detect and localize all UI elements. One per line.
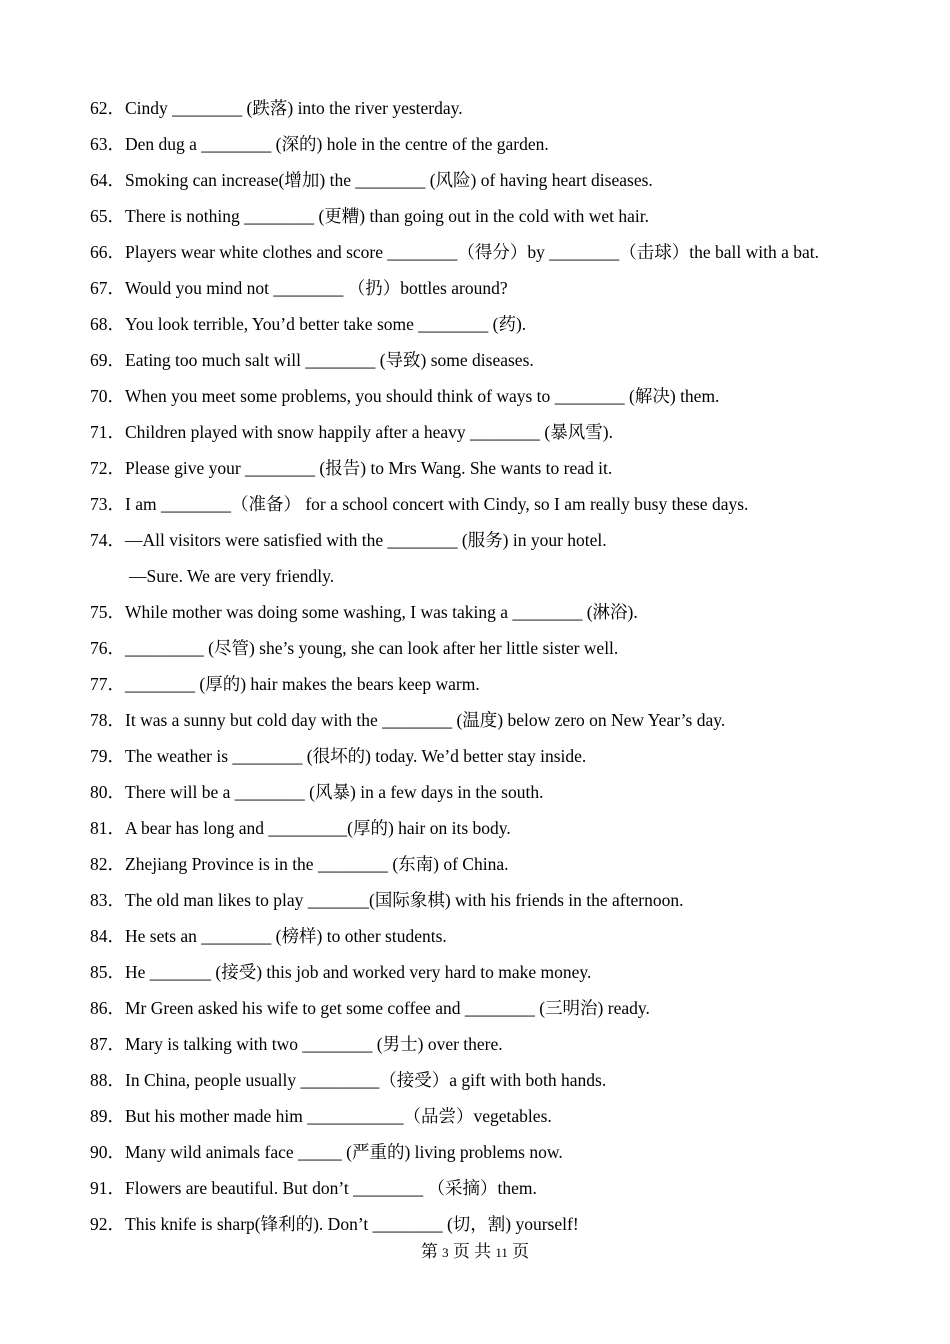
question-text: You look terrible, You’d better take some ________ (药).	[125, 314, 527, 334]
question-item	[90, 456, 890, 492]
question-list	[90, 96, 890, 1248]
question-item	[90, 1032, 890, 1068]
question-number: 80．	[90, 782, 125, 802]
question-text: Cindy ________ (跌落) into the river yesterday.	[125, 98, 463, 118]
question-item	[90, 1104, 890, 1140]
question-number: 90．	[90, 1142, 125, 1162]
question-item	[90, 492, 890, 528]
question-number: 92．	[90, 1214, 125, 1234]
question-text: He _______ (接受) this job and worked very hard to make money.	[125, 962, 592, 982]
question-number: 76．	[90, 638, 125, 658]
question-item	[90, 96, 890, 132]
question-number: 73．	[90, 494, 125, 514]
question-number: 74．	[90, 530, 125, 550]
question-item	[90, 348, 890, 384]
question-item	[90, 168, 890, 204]
question-text: Many wild animals face _____ (严重的) living problems now.	[125, 1142, 563, 1162]
question-number: 72．	[90, 458, 125, 478]
question-number: 87．	[90, 1034, 125, 1054]
question-text: Eating too much salt will ________ (导致) some diseases.	[125, 350, 534, 370]
question-item	[90, 276, 890, 312]
question-number: 70．	[90, 386, 125, 406]
question-text: Mr Green asked his wife to get some coffee and ________ (三明治) ready.	[125, 998, 650, 1018]
question-number: 81．	[90, 818, 125, 838]
question-item	[90, 708, 890, 744]
footer-page-number: 3	[442, 1245, 449, 1260]
question-number: 79．	[90, 746, 125, 766]
question-item	[90, 600, 890, 636]
question-item	[90, 816, 890, 852]
question-number: 89．	[90, 1106, 125, 1126]
question-number: 86．	[90, 998, 125, 1018]
question-text: I am ________（准备） for a school concert with Cindy, so I am really busy these days.	[125, 494, 749, 514]
question-text: Children played with snow happily after a heavy ________ (暴风雪).	[125, 422, 613, 442]
footer-middle: 页 共	[452, 1242, 492, 1261]
question-number: 88．	[90, 1070, 125, 1090]
question-text: Den dug a ________ (深的) hole in the centre of the garden.	[125, 134, 549, 154]
question-number: 85．	[90, 962, 125, 982]
question-text: The old man likes to play _______(国际象棋) with his friends in the afternoon.	[125, 890, 684, 910]
question-number: 64．	[90, 170, 125, 190]
question-text: Would you mind not ________ （扔）bottles around?	[125, 278, 508, 298]
footer-suffix: 页	[512, 1242, 530, 1261]
question-dialogue-reply	[90, 564, 890, 600]
question-item	[90, 384, 890, 420]
question-item	[90, 132, 890, 168]
question-item	[90, 420, 890, 456]
question-text: Players wear white clothes and score ________（得分）by ________（击球）the ball with a bat.	[125, 242, 820, 262]
question-text: ________ (厚的) hair makes the bears keep warm.	[125, 674, 480, 694]
question-number: 84．	[90, 926, 125, 946]
question-number: 83．	[90, 890, 125, 910]
question-text: He sets an ________ (榜样) to other students.	[125, 926, 447, 946]
question-number: 65．	[90, 206, 125, 226]
question-number: 68．	[90, 314, 125, 334]
question-item	[90, 240, 890, 276]
question-number: 77．	[90, 674, 125, 694]
question-text: This knife is sharp(锋利的). Don’t ________ (切，割) yourself!	[125, 1214, 579, 1234]
question-text: —All visitors were satisfied with the ________ (服务) in your hotel.	[125, 530, 607, 550]
footer-prefix: 第	[420, 1242, 438, 1261]
question-text: _________ (尽管) she’s young, she can look after her little sister well.	[125, 638, 619, 658]
question-number: 91．	[90, 1178, 125, 1198]
question-item	[90, 888, 890, 924]
question-text: Flowers are beautiful. But don’t ________ （采摘）them.	[125, 1178, 537, 1198]
question-item	[90, 852, 890, 888]
question-text: Please give your ________ (报告) to Mrs Wang. She wants to read it.	[125, 458, 613, 478]
question-item	[90, 672, 890, 708]
question-text: There will be a ________ (风暴) in a few days in the south.	[125, 782, 544, 802]
question-number: 75．	[90, 602, 125, 622]
question-item	[90, 528, 890, 564]
question-item	[90, 1176, 890, 1212]
question-number: 71．	[90, 422, 125, 442]
question-number: 62．	[90, 98, 125, 118]
question-number: 69．	[90, 350, 125, 370]
question-item	[90, 780, 890, 816]
page-footer	[0, 1241, 950, 1264]
question-number: 82．	[90, 854, 125, 874]
question-item	[90, 312, 890, 348]
question-item	[90, 996, 890, 1032]
question-number: 67．	[90, 278, 125, 298]
question-item	[90, 744, 890, 780]
question-text: —Sure. We are very friendly.	[129, 566, 335, 586]
question-text: It was a sunny but cold day with the ________ (温度) below zero on New Year’s day.	[125, 710, 726, 730]
question-text: A bear has long and _________(厚的) hair on its body.	[125, 818, 511, 838]
question-number: 66．	[90, 242, 125, 262]
question-text: Mary is talking with two ________ (男士) over there.	[125, 1034, 503, 1054]
question-text: But his mother made him ___________（品尝）vegetables.	[125, 1106, 552, 1126]
question-text: There is nothing ________ (更糟) than going out in the cold with wet hair.	[125, 206, 649, 226]
question-text: Smoking can increase(增加) the ________ (风险) of having heart diseases.	[125, 170, 653, 190]
question-item	[90, 636, 890, 672]
question-text: In China, people usually _________（接受）a gift with both hands.	[125, 1070, 607, 1090]
question-item	[90, 1140, 890, 1176]
question-number: 78．	[90, 710, 125, 730]
question-item	[90, 960, 890, 996]
question-item	[90, 1068, 890, 1104]
question-text: Zhejiang Province is in the ________ (东南) of China.	[125, 854, 509, 874]
question-text: When you meet some problems, you should think of ways to ________ (解决) them.	[125, 386, 720, 406]
question-text: The weather is ________ (很坏的) today. We’d better stay inside.	[125, 746, 587, 766]
question-item	[90, 924, 890, 960]
question-number: 63．	[90, 134, 125, 154]
footer-total-pages: 11	[495, 1245, 508, 1260]
question-item	[90, 204, 890, 240]
question-text: While mother was doing some washing, I was taking a ________ (淋浴).	[125, 602, 638, 622]
